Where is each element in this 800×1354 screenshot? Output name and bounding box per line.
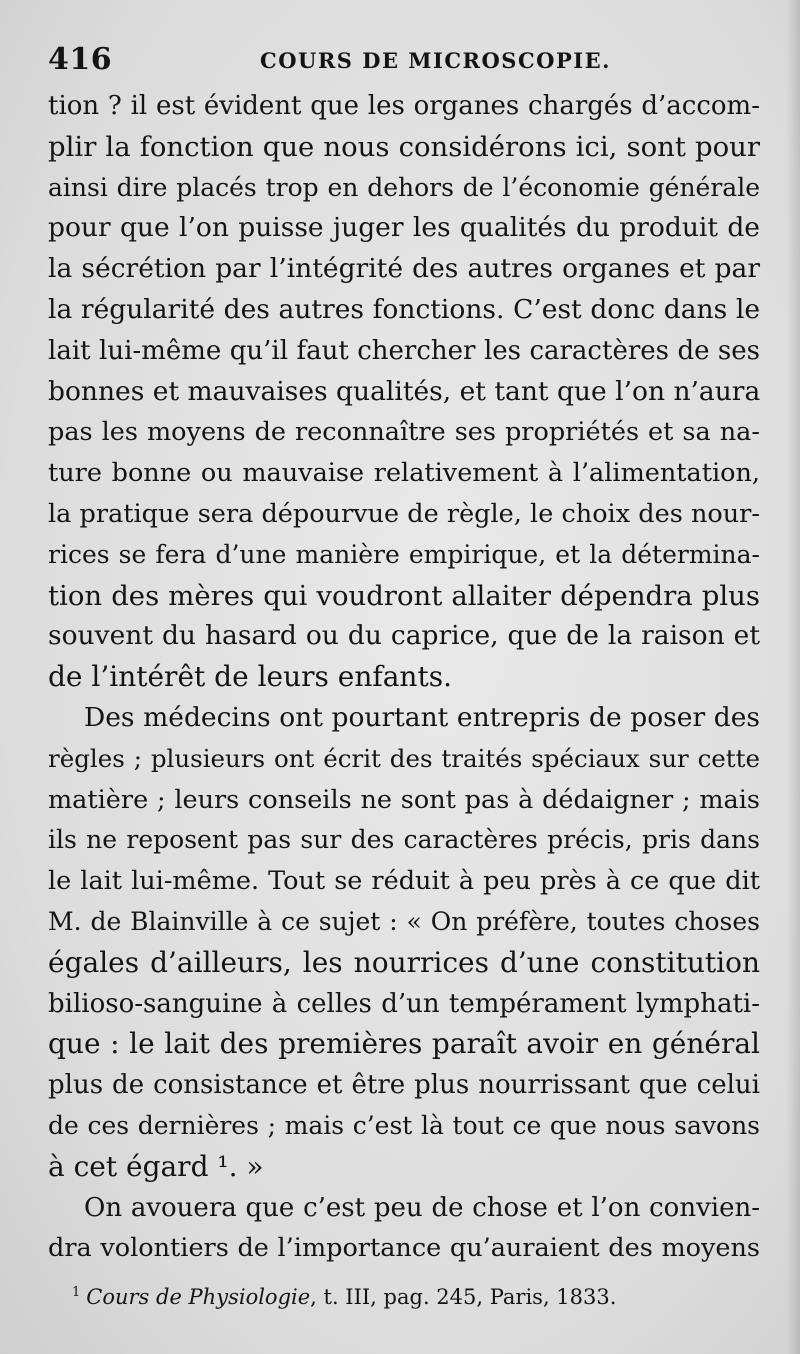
text-line: règles ; plusieurs ont écrit des traités spéciaux sur cette xyxy=(48,743,760,773)
footnote xyxy=(72,1278,672,1312)
text-line: On avouera que c’est peu de chose et l’on convien- xyxy=(84,1192,760,1223)
text-line: pas les moyens de reconnaître ses propriétés et sa na- xyxy=(48,417,760,448)
running-header xyxy=(48,40,760,90)
text-line: souvent du hasard ou du caprice, que de la raison et xyxy=(48,620,760,652)
footnote-citation: , t. III, pag. 245, Paris, 1833. xyxy=(310,1285,617,1309)
text-line: matière ; leurs conseils ne sont pas à dédaigner ; mais xyxy=(48,784,760,815)
text-line: lait lui-même qu’il faut chercher les caractères de ses xyxy=(48,335,760,366)
text-line: à cet égard ¹. » xyxy=(48,1149,264,1183)
running-title: COURS DE MICROSCOPIE. xyxy=(260,48,611,73)
footnote-mark: 1 xyxy=(72,1285,81,1300)
text-line: de ces dernières ; mais c’est là tout ce que nous savons xyxy=(48,1110,760,1140)
text-line: bonnes et mauvaises qualités, et tant que l’on n’aura xyxy=(48,375,761,407)
text-line: rices se fera d’une manière empirique, et la détermina- xyxy=(48,539,760,569)
text-line: la pratique sera dépourvue de règle, le choix des nour- xyxy=(48,498,760,529)
text-line: la sécrétion par l’intégrité des autres organes et par xyxy=(48,253,760,285)
text-line: bilioso-sanguine à celles d’un tempérament lymphati- xyxy=(48,988,760,1019)
text-line: ture bonne ou mauvaise relativement à l’alimentation, xyxy=(48,458,760,489)
text-line: pour que l’on puisse juger les qualités du produit de xyxy=(48,212,760,244)
text-line: égales d’ailleurs, les nourrices d’une constitution xyxy=(48,945,760,979)
text-line: que : le lait des premières paraît avoir en général xyxy=(48,1027,760,1061)
text-line: dra volontiers de l’importance qu’auraient des moyens xyxy=(48,1233,760,1264)
text-line: plir la fonction que nous considérons ici, sont pour xyxy=(48,130,760,163)
text-line: plus de consistance et être plus nourrissant que celui xyxy=(48,1070,760,1101)
text-line: le lait lui-même. Tout se réduit à peu près à ce que dit xyxy=(48,866,760,897)
text-line: tion ? il est évident que les organes chargés d’accom- xyxy=(48,91,760,121)
text-line: ainsi dire placés trop en dehors de l’économie générale xyxy=(48,172,760,202)
text-line: de l’intérêt de leurs enfants. xyxy=(48,660,452,694)
text-line: la régularité des autres fonctions. C’est donc dans le xyxy=(48,293,760,325)
text-line: tion des mères qui voudront allaiter dépendra plus xyxy=(48,579,760,612)
page-number: 416 xyxy=(48,42,113,77)
body-text xyxy=(48,86,760,1269)
text-line: Des médecins ont pourtant entrepris de poser des xyxy=(84,701,760,733)
text-line: M. de Blainville à ce sujet : « On préfère, toutes choses xyxy=(48,906,760,936)
footnote-title: Cours de Physiologie xyxy=(86,1285,311,1309)
text-line: ils ne reposent pas sur des caractères précis, pris dans xyxy=(48,825,760,855)
